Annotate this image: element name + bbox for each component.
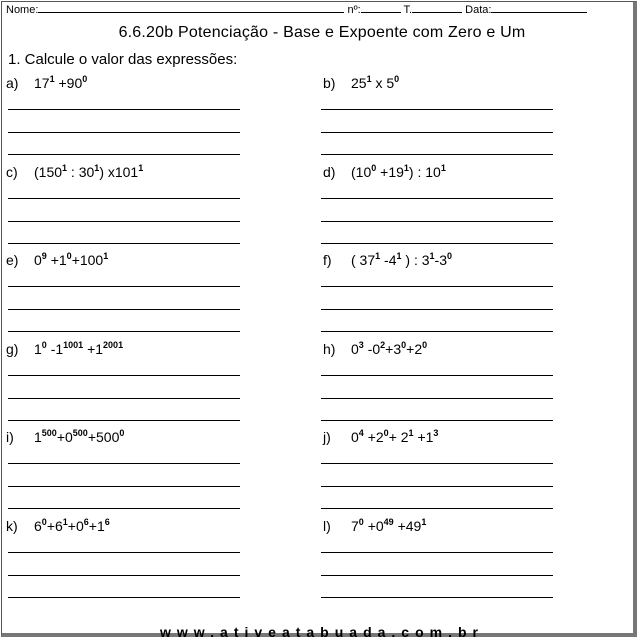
expression-base: +19 <box>376 163 404 180</box>
exercise-expression <box>34 252 108 268</box>
expression-base: 17 <box>34 75 50 91</box>
expression-exponent: 500 <box>41 428 57 438</box>
footer-website: www.ativeatabuada.com.br <box>160 624 484 640</box>
answer-line[interactable] <box>321 375 553 376</box>
date-label: Data: <box>465 4 492 16</box>
expression-base: +0 <box>363 517 384 534</box>
page-border <box>1 1 637 637</box>
answer-line[interactable] <box>8 398 240 399</box>
expression-base: 0 <box>351 429 359 445</box>
answer-line[interactable] <box>8 198 240 199</box>
expression-base: +100 <box>71 252 104 268</box>
name-field[interactable] <box>38 3 344 13</box>
exercise-label: g) <box>6 340 19 357</box>
exercise-c <box>6 164 143 180</box>
exercise-expression <box>351 252 452 268</box>
expression-exponent: 0 <box>422 339 428 350</box>
answer-line[interactable] <box>8 331 240 332</box>
expression-base: 1 <box>34 340 42 357</box>
expression-exponent: 0 <box>446 251 452 261</box>
exercise-label: c) <box>6 163 18 180</box>
exercise-expression <box>34 429 124 445</box>
expression-base: (150 <box>34 163 63 180</box>
expression-base: +49 <box>393 517 422 534</box>
expression-base: ) : 10 <box>408 163 441 180</box>
expression-exponent: 1 <box>396 251 402 261</box>
expression-base: x 5 <box>371 75 395 91</box>
exercise-expression <box>351 75 399 91</box>
expression-exponent: 0 <box>41 339 47 350</box>
expression-base: +1 <box>413 429 434 445</box>
answer-line[interactable] <box>321 154 553 155</box>
exercise-label: d) <box>323 163 336 180</box>
expression-exponent: 1 <box>62 162 68 173</box>
expression-exponent: 2 <box>380 339 386 350</box>
name-label: Nome: <box>6 4 39 16</box>
date-field[interactable] <box>491 3 587 13</box>
expression-exponent: 0 <box>371 162 377 173</box>
expression-base: +2 <box>406 340 423 357</box>
exercise-h <box>323 341 427 357</box>
exercise-label: j) <box>323 429 331 445</box>
expression-exponent: 0 <box>41 516 47 527</box>
expression-exponent: 1 <box>366 74 372 84</box>
answer-line[interactable] <box>321 132 553 133</box>
expression-exponent: 1001 <box>63 339 84 350</box>
answer-line[interactable] <box>321 398 553 399</box>
expression-base: ) : 3 <box>401 252 430 268</box>
exercise-e <box>6 252 108 268</box>
number-label: nº: <box>347 4 361 16</box>
answer-line[interactable] <box>321 331 553 332</box>
expression-exponent: 1 <box>49 74 55 84</box>
expression-base: : 30 <box>67 163 95 180</box>
exercise-expression <box>351 164 446 180</box>
expression-base: +1 <box>83 340 104 357</box>
answer-line[interactable] <box>8 463 240 464</box>
expression-base: 0 <box>34 252 42 268</box>
expression-exponent: 1 <box>62 516 68 527</box>
expression-exponent: 0 <box>82 74 88 84</box>
answer-line[interactable] <box>321 508 553 509</box>
exercise-expression <box>34 518 110 534</box>
exercise-expression <box>34 75 87 91</box>
exercise-label: l) <box>323 517 331 534</box>
expression-exponent: 2001 <box>103 339 124 350</box>
expression-base: -1 <box>46 340 64 357</box>
expression-base: +0 <box>67 517 84 534</box>
exercise-label: f) <box>323 252 332 268</box>
answer-line[interactable] <box>321 552 553 553</box>
expression-base: 1 <box>34 429 42 445</box>
expression-exponent: 49 <box>383 516 394 527</box>
exercise-label: h) <box>323 340 336 357</box>
instruction-text: 1. Calcule o valor das expressões: <box>8 51 238 68</box>
exercise-l <box>323 518 426 534</box>
answer-line[interactable] <box>8 575 240 576</box>
answer-line[interactable] <box>8 309 240 310</box>
exercise-b <box>323 75 399 91</box>
exercise-f <box>323 252 452 268</box>
exercise-a <box>6 75 87 91</box>
exercise-label: a) <box>6 75 19 91</box>
exercise-expression <box>34 164 143 180</box>
expression-exponent: 1 <box>403 162 409 173</box>
expression-exponent: 6 <box>83 516 89 527</box>
expression-exponent: 1 <box>440 162 446 173</box>
expression-exponent: 1 <box>138 162 144 173</box>
answer-line[interactable] <box>8 154 240 155</box>
answer-line[interactable] <box>8 221 240 222</box>
exercise-i <box>6 429 124 445</box>
expression-base: 6 <box>34 517 42 534</box>
expression-base: ) x101 <box>99 163 139 180</box>
answer-line[interactable] <box>321 309 553 310</box>
answer-line[interactable] <box>8 375 240 376</box>
answer-line[interactable] <box>8 109 240 110</box>
answer-line[interactable] <box>321 575 553 576</box>
answer-line[interactable] <box>8 243 240 244</box>
worksheet-title: 6.6.20b Potenciação - Base e Expoente com Zero e Um <box>118 24 526 41</box>
expression-exponent: 0 <box>394 74 400 84</box>
expression-exponent: 0 <box>401 339 407 350</box>
expression-base: ( 37 <box>351 252 376 268</box>
expression-exponent: 9 <box>41 251 47 261</box>
class-field[interactable] <box>412 3 462 13</box>
answer-line[interactable] <box>321 420 553 421</box>
answer-line[interactable] <box>8 286 240 287</box>
answer-line[interactable] <box>8 420 240 421</box>
expression-base: -3 <box>434 252 447 268</box>
expression-exponent: 0 <box>358 516 364 527</box>
expression-base: + 2 <box>388 429 409 445</box>
exercise-expression <box>34 341 123 357</box>
expression-base: 25 <box>351 75 367 91</box>
exercise-label: b) <box>323 75 336 91</box>
expression-base: +6 <box>46 517 63 534</box>
answer-line[interactable] <box>321 198 553 199</box>
expression-base: 7 <box>351 517 359 534</box>
exercise-expression <box>351 518 426 534</box>
answer-line[interactable] <box>321 286 553 287</box>
answer-line[interactable] <box>321 243 553 244</box>
expression-exponent: 0 <box>66 251 72 261</box>
exercise-label: e) <box>6 252 19 268</box>
expression-exponent: 1 <box>421 516 427 527</box>
exercise-expression <box>351 429 438 445</box>
expression-exponent: 1 <box>94 162 100 173</box>
answer-line[interactable] <box>8 132 240 133</box>
expression-base: (10 <box>351 163 372 180</box>
expression-exponent: 0 <box>383 428 389 438</box>
expression-exponent: 1 <box>429 251 435 261</box>
answer-line[interactable] <box>8 552 240 553</box>
answer-line[interactable] <box>8 508 240 509</box>
expression-exponent: 1 <box>375 251 381 261</box>
expression-base: 0 <box>351 340 359 357</box>
exercise-expression <box>351 341 427 357</box>
expression-exponent: 3 <box>433 428 439 438</box>
expression-exponent: 4 <box>358 428 364 438</box>
expression-exponent: 3 <box>358 339 364 350</box>
expression-exponent: 1 <box>103 251 109 261</box>
expression-base: +500 <box>87 429 120 445</box>
exercise-g <box>6 341 123 357</box>
exercise-k <box>6 518 110 534</box>
expression-base: +3 <box>385 340 402 357</box>
answer-line[interactable] <box>321 463 553 464</box>
class-label: T. <box>403 4 413 16</box>
answer-line[interactable] <box>321 109 553 110</box>
answer-line[interactable] <box>8 597 240 598</box>
answer-line[interactable] <box>8 486 240 487</box>
expression-base: -0 <box>363 340 381 357</box>
exercise-d <box>323 164 446 180</box>
expression-exponent: 1 <box>408 428 414 438</box>
expression-exponent: 500 <box>72 428 88 438</box>
answer-line[interactable] <box>321 597 553 598</box>
exercise-label: k) <box>6 517 18 534</box>
answer-line[interactable] <box>321 221 553 222</box>
expression-base: -4 <box>380 252 397 268</box>
exercise-j <box>323 429 438 445</box>
expression-base: +1 <box>88 517 105 534</box>
expression-exponent: 0 <box>119 428 125 438</box>
expression-base: +2 <box>363 429 384 445</box>
answer-line[interactable] <box>321 486 553 487</box>
expression-base: +90 <box>54 75 83 91</box>
student-info-header <box>6 3 636 16</box>
expression-exponent: 6 <box>104 516 110 527</box>
exercise-label: i) <box>6 429 14 445</box>
number-field[interactable] <box>361 3 401 13</box>
expression-base: +0 <box>56 429 73 445</box>
expression-base: +1 <box>46 252 67 268</box>
